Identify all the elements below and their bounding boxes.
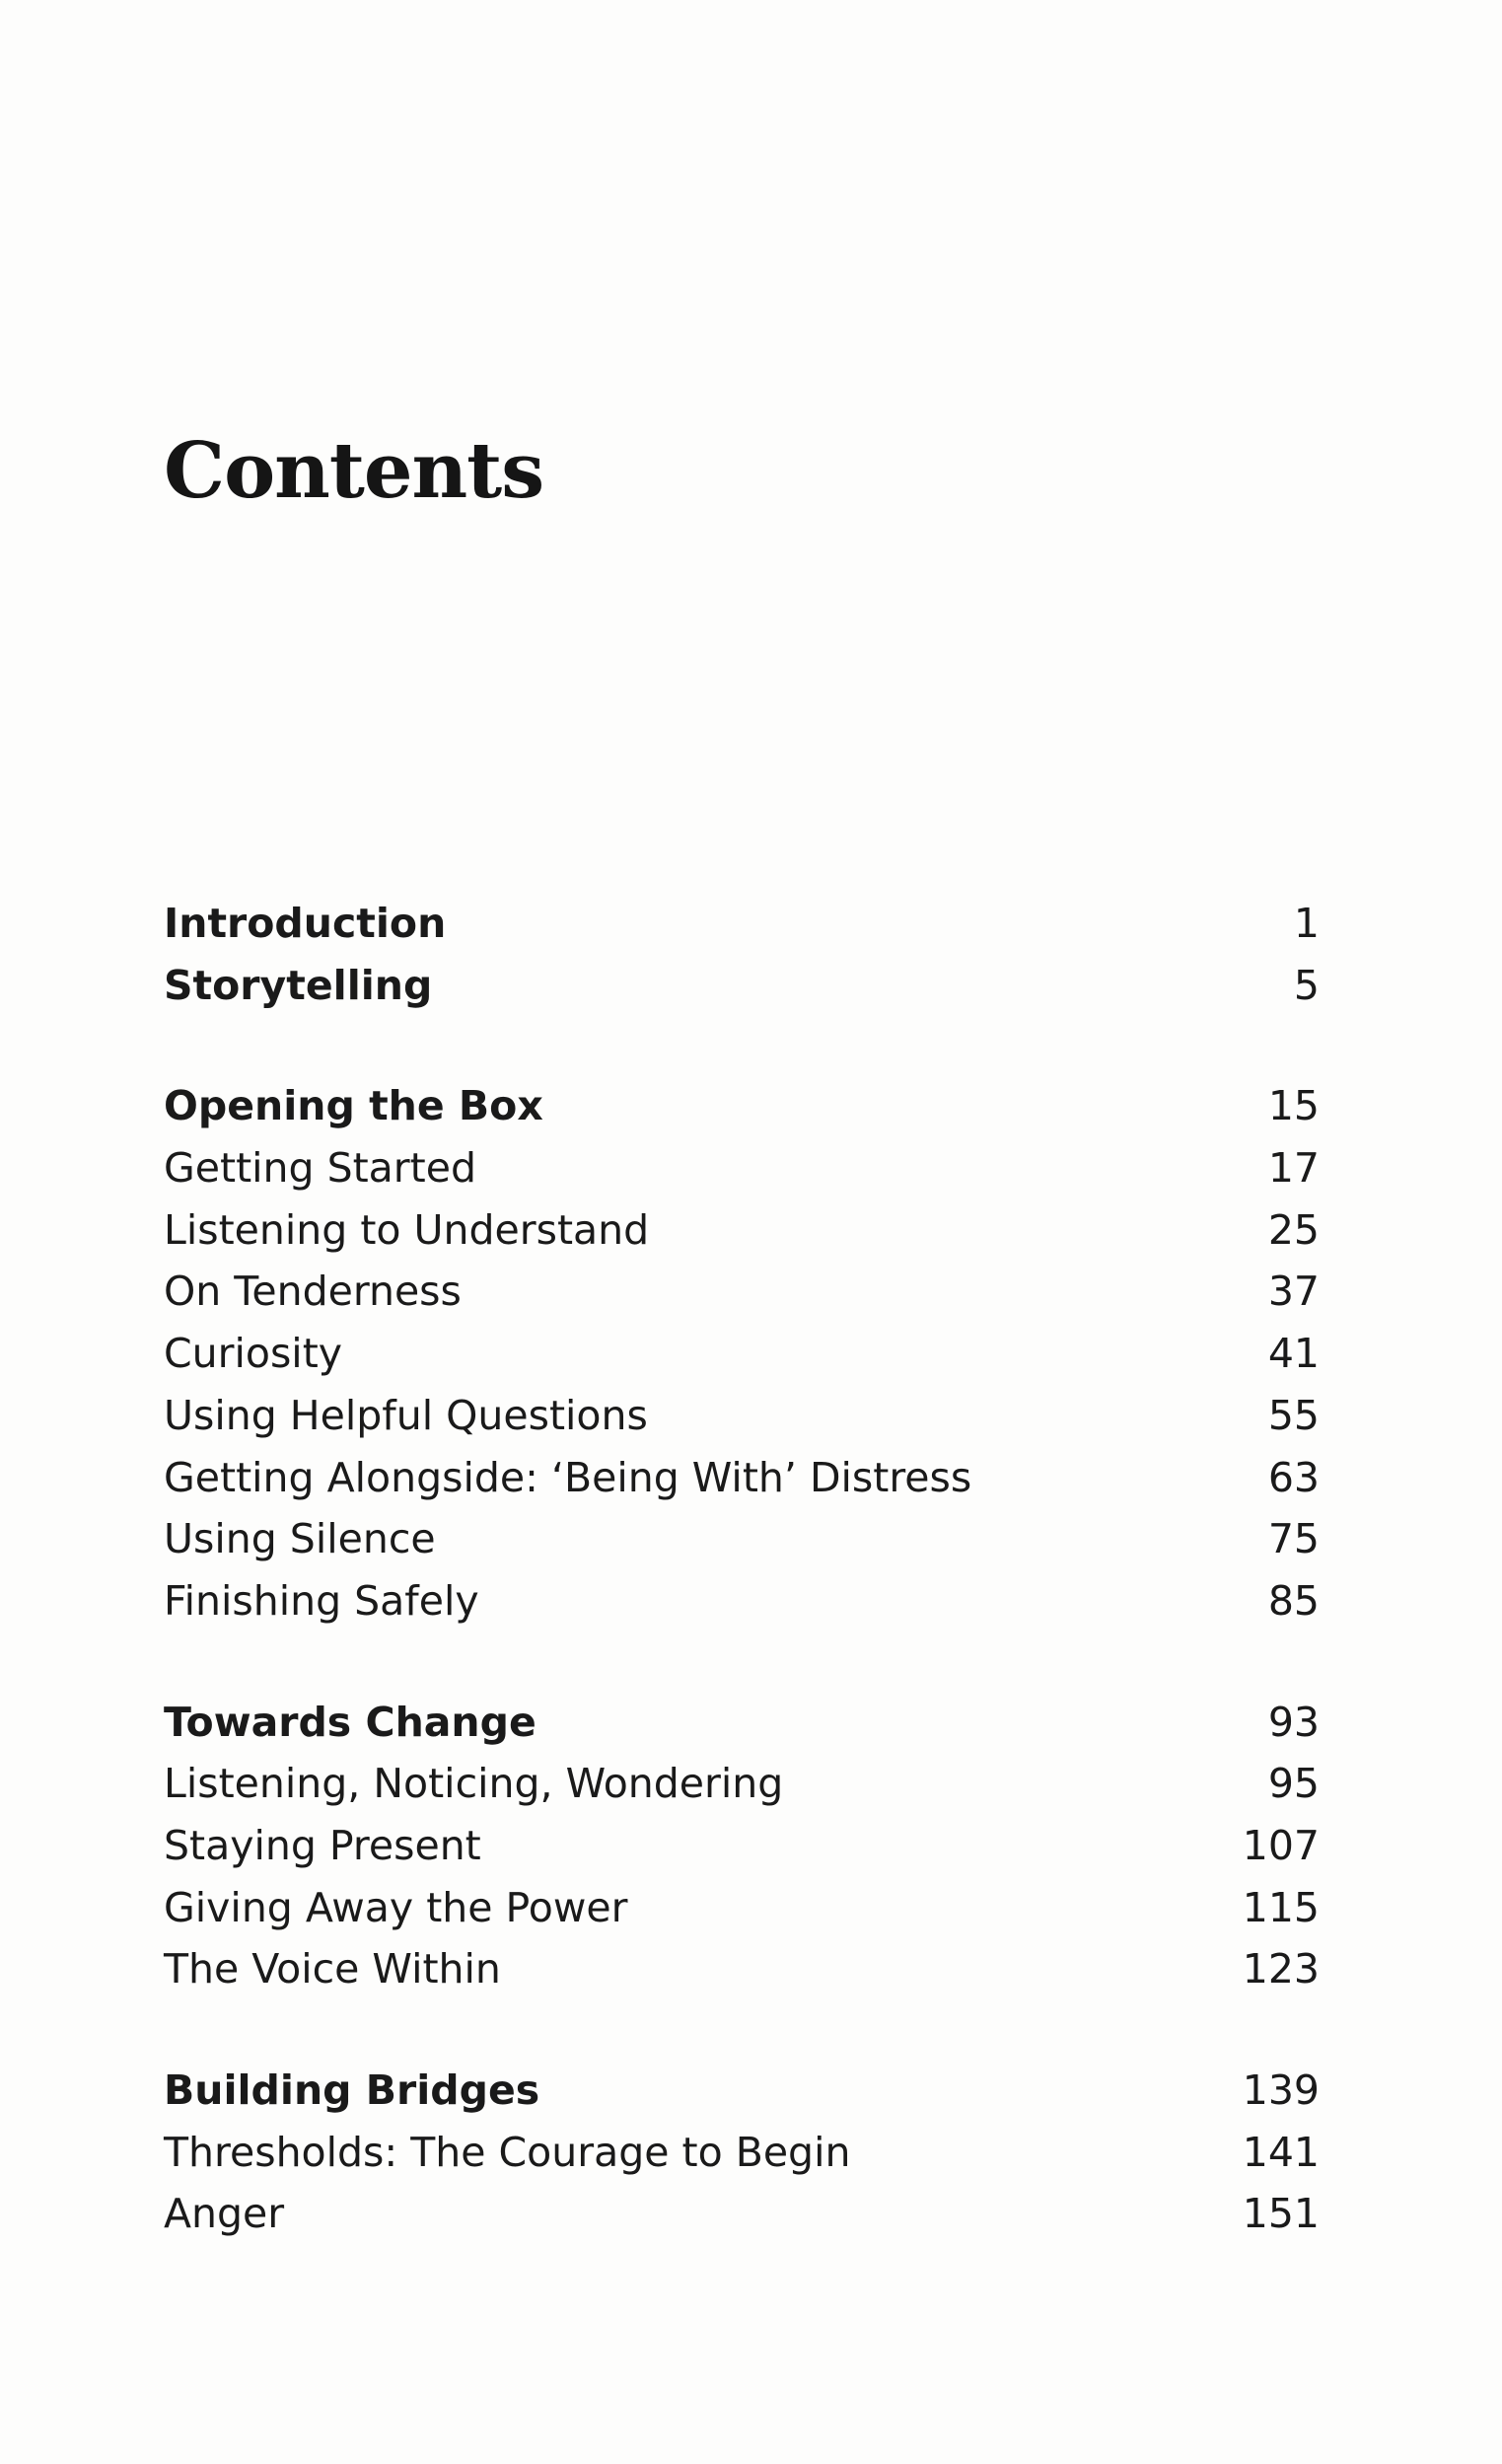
toc-chapter-entry <box>164 1815 1320 1877</box>
toc-entry-title: Getting Started <box>164 1144 476 1193</box>
toc-part-heading <box>164 2060 1320 2122</box>
toc-entry-title: Introduction <box>164 900 447 947</box>
toc-chapter-entry <box>164 1447 1320 1509</box>
toc-entry-page-number: 85 <box>1267 1576 1320 1625</box>
toc-entry-page-number: 123 <box>1242 1945 1320 1993</box>
toc-chapter-entry <box>164 1877 1320 1939</box>
toc-part-heading <box>164 955 1320 1017</box>
toc-chapter-entry <box>164 1508 1320 1570</box>
toc-entry-title: Building Bridges <box>164 2066 540 2114</box>
toc-entry-page-number: 5 <box>1293 961 1320 1009</box>
toc-entry-title: Opening the Box <box>164 1082 543 1130</box>
toc-section <box>164 893 1320 1016</box>
toc-entry-page-number: 107 <box>1242 1821 1320 1869</box>
toc-part-heading <box>164 1692 1320 1754</box>
toc-entry-page-number: 151 <box>1242 2190 1320 2238</box>
toc-entry-page-number: 1 <box>1293 900 1320 947</box>
toc-entry-title: Getting Alongside: ‘Being With’ Distress <box>164 1453 972 1501</box>
toc-entry-title: Storytelling <box>164 961 433 1009</box>
toc-entry-title: Giving Away the Power <box>164 1883 628 1931</box>
toc-entry-page-number: 55 <box>1267 1391 1320 1439</box>
toc-chapter-entry <box>164 1570 1320 1632</box>
toc-section <box>164 1075 1320 1631</box>
toc-entry-title: Using Silence <box>164 1515 436 1563</box>
toc-section <box>164 1692 1320 2000</box>
toc-entry-title: On Tenderness <box>164 1268 462 1316</box>
toc-entry-title: The Voice Within <box>164 1945 501 1993</box>
toc-chapter-entry <box>164 2183 1320 2245</box>
toc-chapter-entry <box>164 1323 1320 1385</box>
toc-chapter-entry <box>164 1137 1320 1199</box>
toc-entry-title: Staying Present <box>164 1821 481 1869</box>
toc-chapter-entry <box>164 1385 1320 1447</box>
toc-entry-page-number: 15 <box>1267 1082 1320 1130</box>
toc-entry-page-number: 95 <box>1267 1760 1320 1808</box>
toc-entry-page-number: 63 <box>1267 1453 1320 1501</box>
toc-chapter-entry <box>164 1199 1320 1262</box>
toc-entry-page-number: 41 <box>1267 1330 1320 1378</box>
toc-chapter-entry <box>164 1261 1320 1323</box>
toc-entry-page-number: 139 <box>1242 2066 1320 2114</box>
toc-entry-title: Towards Change <box>164 1698 536 1746</box>
toc-entry-title: Anger <box>164 2190 285 2238</box>
toc-entry-title: Curiosity <box>164 1330 343 1378</box>
toc-part-heading <box>164 1075 1320 1137</box>
toc-entry-page-number: 93 <box>1267 1698 1320 1746</box>
toc-entry-title: Finishing Safely <box>164 1576 479 1625</box>
toc-entry-page-number: 25 <box>1267 1205 1320 1254</box>
toc-chapter-entry <box>164 2122 1320 2184</box>
page-title: Contents <box>164 426 544 516</box>
toc-chapter-entry <box>164 1938 1320 2000</box>
toc-entry-title: Listening, Noticing, Wondering <box>164 1760 784 1808</box>
toc-entry-page-number: 17 <box>1267 1144 1320 1193</box>
toc-entry-title: Thresholds: The Courage to Begin <box>164 2128 851 2176</box>
toc-entry-page-number: 141 <box>1242 2128 1320 2176</box>
table-of-contents <box>164 893 1320 2304</box>
toc-entry-page-number: 115 <box>1242 1883 1320 1931</box>
toc-entry-title: Using Helpful Questions <box>164 1391 648 1439</box>
toc-chapter-entry <box>164 1753 1320 1815</box>
toc-entry-page-number: 37 <box>1267 1268 1320 1316</box>
toc-part-heading <box>164 893 1320 955</box>
toc-section <box>164 2060 1320 2245</box>
toc-entry-title: Listening to Understand <box>164 1205 650 1254</box>
toc-entry-page-number: 75 <box>1267 1515 1320 1563</box>
